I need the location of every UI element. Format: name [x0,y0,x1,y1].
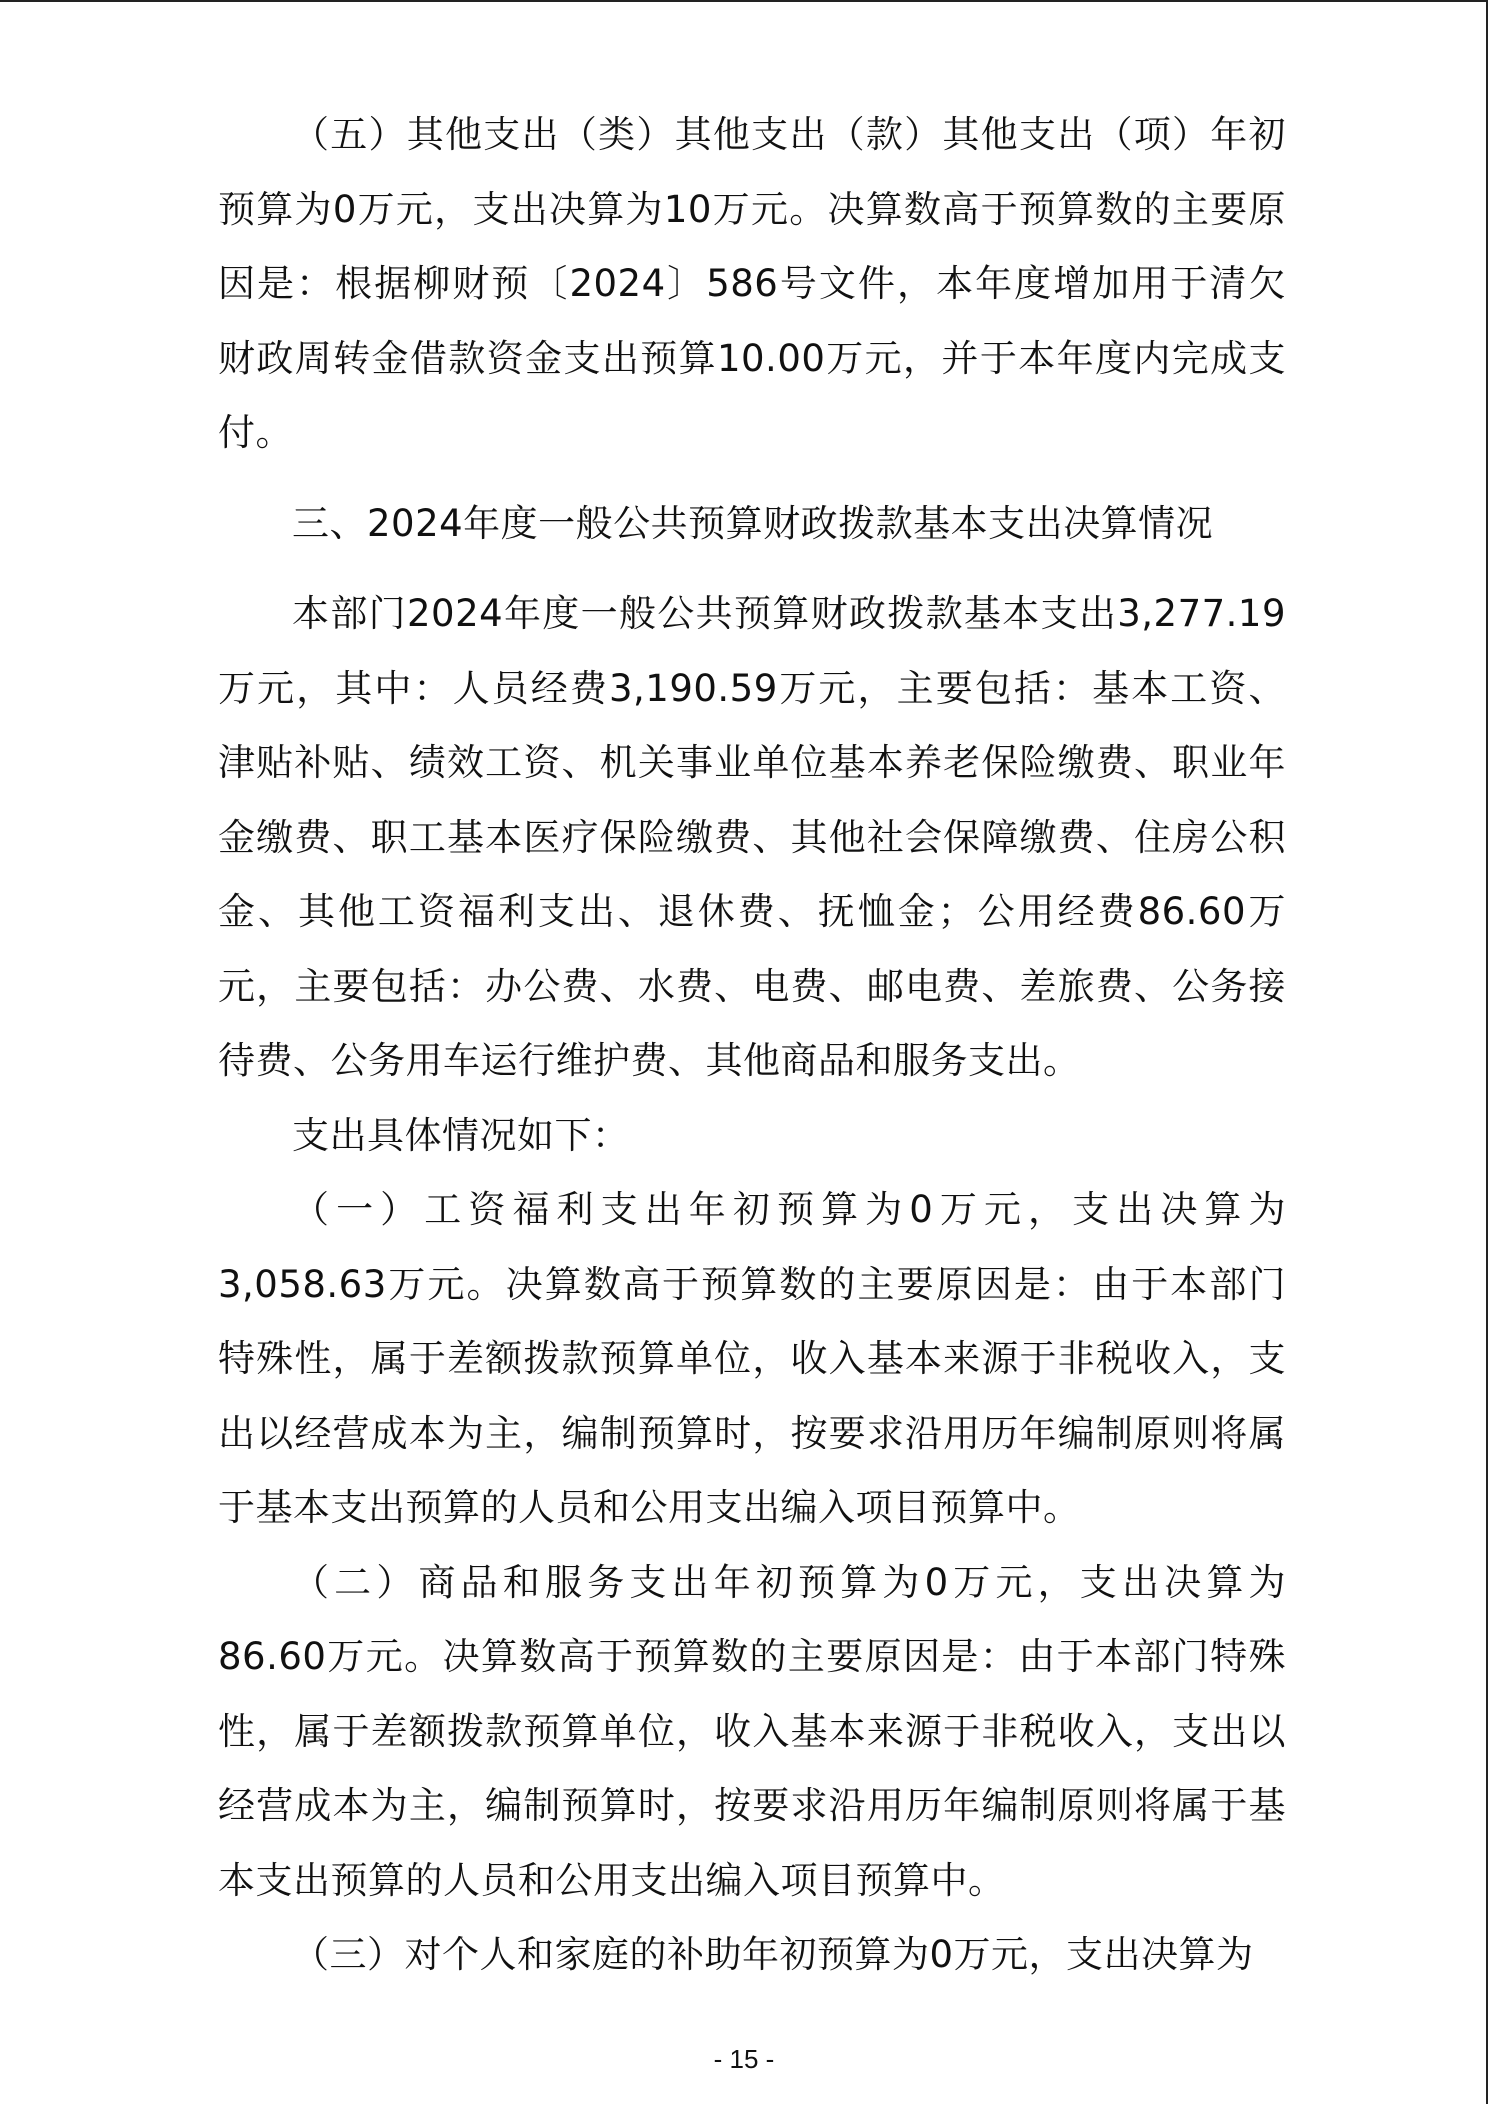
section-heading-basic-expenditure: 三、2024年度一般公共预算财政拨款基本支出决算情况 [292,501,1214,545]
paragraph-other-expenditure: （五）其他支出（类）其他支出（款）其他支出（项）年初预算为0万元，支出决算为10万元。决算数高于预算数的主要原因是：根据柳财预〔2024〕586号文件，本年度增加用于清欠财政周转金借款资金支出预算10.00万元，并于本年度内完成支付。 [218,113,1286,454]
paragraph-basic-expenditure-summary: 本部门2024年度一般公共预算财政拨款基本支出3,277.19万元，其中：人员经费3,190.59万元，主要包括：基本工资、津贴补贴、绩效工资、机关事业单位基本养老保险缴费、职业年金缴费、职工基本医疗保险缴费、其他社会保障缴费、住房公积金、其他工资福利支出、退休费、抚恤金；公用经费86.60万元，主要包括：办公费、水费、电费、邮电费、差旅费、公务接待费、公务用车运行维护费、其他商品和服务支出。 [218,592,1286,1082]
paragraph-goods-services: （二）商品和服务支出年初预算为0万元，支出决算为86.60万元。决算数高于预算数的主要原因是：由于本部门特殊性，属于差额拨款预算单位，收入基本来源于非税收入，支出以经营成本为主，编制预算时，按要求沿用历年编制原则将属于基本支出预算的人员和公用支出编入项目预算中。 [218,1560,1286,1902]
paragraph-individual-household-subsidy: （三）对个人和家庭的补助年初预算为0万元，支出决算为 [292,1933,1254,1976]
page-number: - 15 - [713,2044,775,2074]
document-body [218,98,1286,1993]
top-border-line [0,0,1488,2]
paragraph-wages-welfare: （一）工资福利支出年初预算为0万元，支出决算为3,058.63万元。决算数高于预算数的主要原因是：由于本部门特殊性，属于差额拨款预算单位，收入基本来源于非税收入，支出以经营成本为主，编制预算时，按要求沿用历年编制原则将属于基本支出预算的人员和公用支出编入项目预算中。 [218,1188,1286,1529]
paragraph-details-intro: 支出具体情况如下： [292,1113,630,1157]
